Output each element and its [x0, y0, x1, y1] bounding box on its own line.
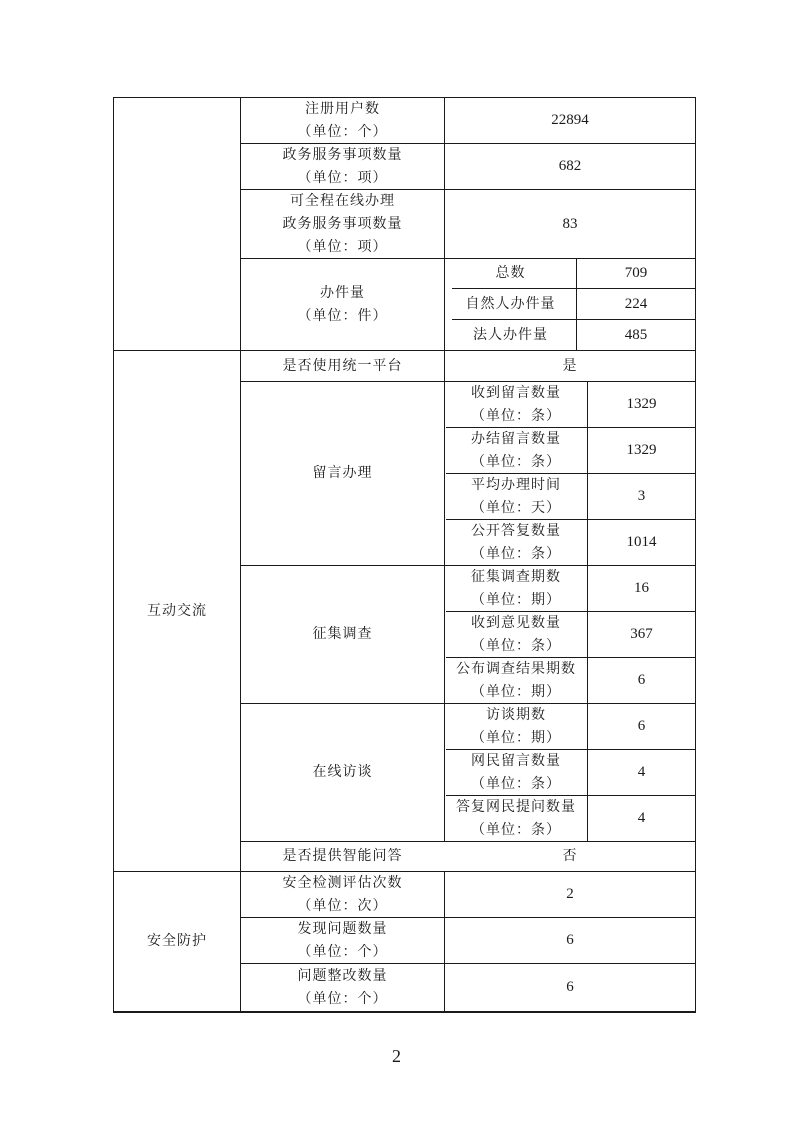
interview-messages-value: 4 [637, 764, 646, 780]
page-number: 2 [392, 1046, 401, 1066]
volume-natural-label: 自然人办件量 [465, 295, 556, 312]
unit-text: （单位：条） [471, 637, 561, 654]
unit-text: （单位：条） [471, 821, 561, 838]
volume-natural-value: 224 [624, 295, 648, 312]
survey-label: 征集调查 [312, 626, 373, 642]
label-text: 发现问题数量 [297, 920, 388, 937]
interview-messages-label [445, 750, 587, 795]
label-text: 办结留言数量 [471, 430, 561, 447]
unit-text: （单位：次） [297, 897, 388, 914]
label-text: 公开答复数量 [471, 522, 561, 539]
interview-replies-value: 4 [637, 810, 646, 826]
label-text: 政务服务事项数量 [282, 215, 403, 232]
unit-text: （单位：条） [471, 407, 561, 424]
messages-received-value: 1329 [626, 396, 657, 412]
security-issues-value: 6 [566, 932, 574, 948]
messages-received-label [445, 382, 587, 427]
service-items-value: 682 [558, 158, 582, 174]
security-issues-label [241, 918, 444, 963]
interview-replies-label [445, 796, 587, 841]
security-checks-label [241, 872, 444, 917]
label-text: 征集调查期数 [471, 568, 561, 585]
service-items-label [241, 144, 444, 189]
unit-text: （单位：期） [471, 683, 561, 700]
registered-users-label [241, 98, 444, 143]
security-fixed-value: 6 [566, 979, 574, 995]
survey-periods-value: 16 [634, 580, 649, 596]
smart-qa-value: 否 [562, 848, 578, 864]
unit-text: （单位：期） [471, 591, 561, 608]
survey-results-label [445, 658, 587, 703]
volume-total-value: 709 [624, 265, 648, 281]
unit-text: （单位：条） [471, 775, 561, 792]
label-text: 网民留言数量 [471, 752, 561, 769]
table-border-right [695, 97, 696, 1013]
interview-label: 在线访谈 [312, 764, 373, 780]
volume-label [241, 259, 444, 350]
security-category: 安全防护 [147, 933, 207, 949]
table-border-bottom [113, 1011, 696, 1013]
messages-avg-time-value: 3 [637, 488, 646, 504]
interview-periods-label [445, 704, 587, 749]
volume-total-label: 总数 [495, 265, 526, 281]
label-text: 公布调查结果期数 [456, 660, 576, 677]
messages-public-reply-value: 1014 [626, 534, 657, 550]
label-text: 注册用户数 [305, 100, 380, 117]
registered-users-value: 22894 [551, 112, 589, 128]
unit-text: （单位：个） [297, 123, 388, 140]
messages-closed-value: 1329 [626, 442, 657, 458]
messages-avg-time-label [445, 474, 587, 519]
unit-text: （单位：项） [297, 238, 388, 255]
unit-text: （单位：件） [297, 307, 388, 324]
unit-text: （单位：个） [297, 990, 388, 1007]
unit-text: （单位：期） [471, 729, 561, 746]
unit-text: （单位：条） [471, 453, 561, 470]
messages-closed-label [445, 428, 587, 473]
online-items-label [241, 190, 444, 258]
security-checks-value: 2 [566, 886, 574, 902]
unit-text: （单位：天） [471, 499, 561, 516]
label-text: 收到留言数量 [471, 384, 561, 401]
label-text: 答复网民提问数量 [456, 798, 576, 815]
interview-periods-value: 6 [637, 718, 646, 734]
label-text: 收到意见数量 [471, 614, 561, 631]
messages-public-reply-label [445, 520, 587, 565]
messages-label: 留言办理 [312, 465, 373, 481]
label-text: 问题整改数量 [297, 967, 388, 984]
volume-legal-label: 法人办件量 [473, 326, 548, 343]
smart-qa-label: 是否提供智能问答 [282, 848, 403, 864]
unified-platform-value: 是 [562, 357, 578, 374]
label-text: 安全检测评估次数 [282, 874, 403, 891]
label-text: 办件量 [320, 284, 365, 301]
unified-platform-label: 是否使用统一平台 [282, 357, 403, 374]
online-items-value: 83 [562, 215, 578, 232]
security-fixed-label [241, 964, 444, 1011]
label-text: 政务服务事项数量 [282, 146, 403, 163]
unit-text: （单位：个） [297, 943, 388, 960]
unit-text: （单位：项） [297, 169, 388, 186]
volume-legal-value: 485 [624, 326, 648, 343]
survey-opinions-label [445, 612, 587, 657]
survey-periods-label [445, 566, 587, 611]
label-text: 访谈期数 [486, 706, 546, 723]
unit-text: （单位：条） [471, 545, 561, 562]
survey-opinions-value: 367 [630, 626, 653, 642]
survey-results-value: 6 [637, 672, 646, 688]
label-text: 平均办理时间 [471, 476, 561, 493]
label-text: 可全程在线办理 [290, 192, 395, 209]
interaction-category: 互动交流 [147, 602, 207, 619]
